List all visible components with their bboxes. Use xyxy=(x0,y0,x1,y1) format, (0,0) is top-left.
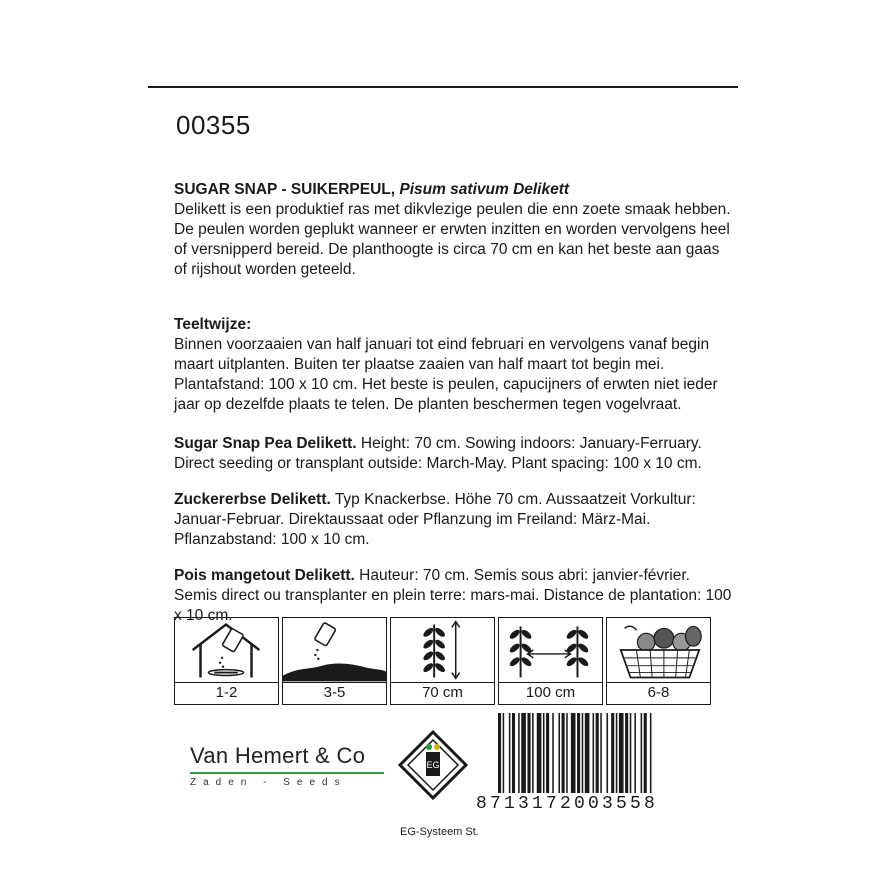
english-title: Sugar Snap Pea Delikett. xyxy=(174,435,357,452)
greenhouse-sowing-icon xyxy=(175,618,278,683)
french-text: Hauteur: 70 cm. Semis sous abri: janvier-février. Semis direct ou transplanter en plein terre: mars-mai. Distance de plantation: 100 x 10 cm. xyxy=(174,567,732,624)
teeltwijze-text: Binnen voorzaaien van half januari tot eind februari en vervolgens vanaf begin maart uitplanten. Buiten ter plaatse zaaien van half maart tot begin mei. Plantafstand: 100 x 10 cm. Het beste is peulen, capucijners of erwten niet ieder jaar op dezelfde plaats te telen. De planten beschermen tegen vogelvraat. xyxy=(174,336,718,413)
eu-seal-icon xyxy=(398,730,468,800)
icon-label-harvest: 6-8 xyxy=(647,684,670,701)
intro-text: Delikett is een produktief ras met dikvlezige peulen die enn zoete smaak hebben. De peulen worden geplukt wanneer er erwten inzitten en worden vervolgens heel of versnipperd bereid. De planthoogte is circa 70 cm en kan het beste aan gaas of rijshout worden geteeld. xyxy=(174,201,731,278)
brand-logo xyxy=(190,743,390,788)
icon-cell-indoor xyxy=(174,617,279,705)
plant-spacing-icon xyxy=(499,618,602,683)
product-heading: SUGAR SNAP - SUIKERPEUL, Pisum sativum Delikett xyxy=(174,181,570,198)
german-title: Zuckererbse Delikett. xyxy=(174,491,331,508)
french-title: Pois mangetout Delikett. xyxy=(174,567,355,584)
icon-label-outdoor: 3-5 xyxy=(323,684,346,701)
svg-text:EG: EG xyxy=(426,760,440,770)
icon-cell-spacing xyxy=(498,617,603,705)
german-block xyxy=(174,490,734,550)
english-block xyxy=(174,434,734,474)
brand-underline xyxy=(190,772,384,774)
plant-height-icon xyxy=(391,618,494,683)
brand-name: Van Hemert & Co xyxy=(190,743,366,768)
barcode xyxy=(498,713,712,805)
eg-system-text: EG-Systeem St. xyxy=(400,826,479,838)
brand-tagline: Zaden - Seeds xyxy=(190,777,347,788)
teeltwijze-title: Teeltwijze: xyxy=(174,316,252,333)
icon-label-spacing: 100 cm xyxy=(525,684,576,701)
icon-cell-height xyxy=(390,617,495,705)
german-text: Typ Knackerbse. Höhe 70 cm. Aussaatzeit Vorkultur: Januar-Februar. Direktaussaat oder Pflanzung im Freiland: März-Mai. Pflanzabstand: 100 x 10 cm. xyxy=(174,491,696,548)
english-text: Height: 70 cm. Sowing indoors: January-Ferruary. Direct seeding or transplant outside: March-May. Plant spacing: 100 x 10 cm. xyxy=(174,435,702,472)
icon-strip xyxy=(174,617,712,705)
barcode-number: 8713172003558 xyxy=(476,794,659,814)
product-code: 00355 xyxy=(176,110,251,140)
description-block xyxy=(174,180,734,280)
top-divider xyxy=(148,86,738,88)
teeltwijze-block xyxy=(174,315,734,415)
icon-label-height: 70 cm xyxy=(422,684,463,701)
harvest-basket-icon xyxy=(607,618,710,683)
outdoor-sowing-icon xyxy=(283,618,386,683)
icon-cell-harvest xyxy=(606,617,711,705)
icon-label-indoor: 1-2 xyxy=(215,684,238,701)
icon-cell-outdoor xyxy=(282,617,387,705)
